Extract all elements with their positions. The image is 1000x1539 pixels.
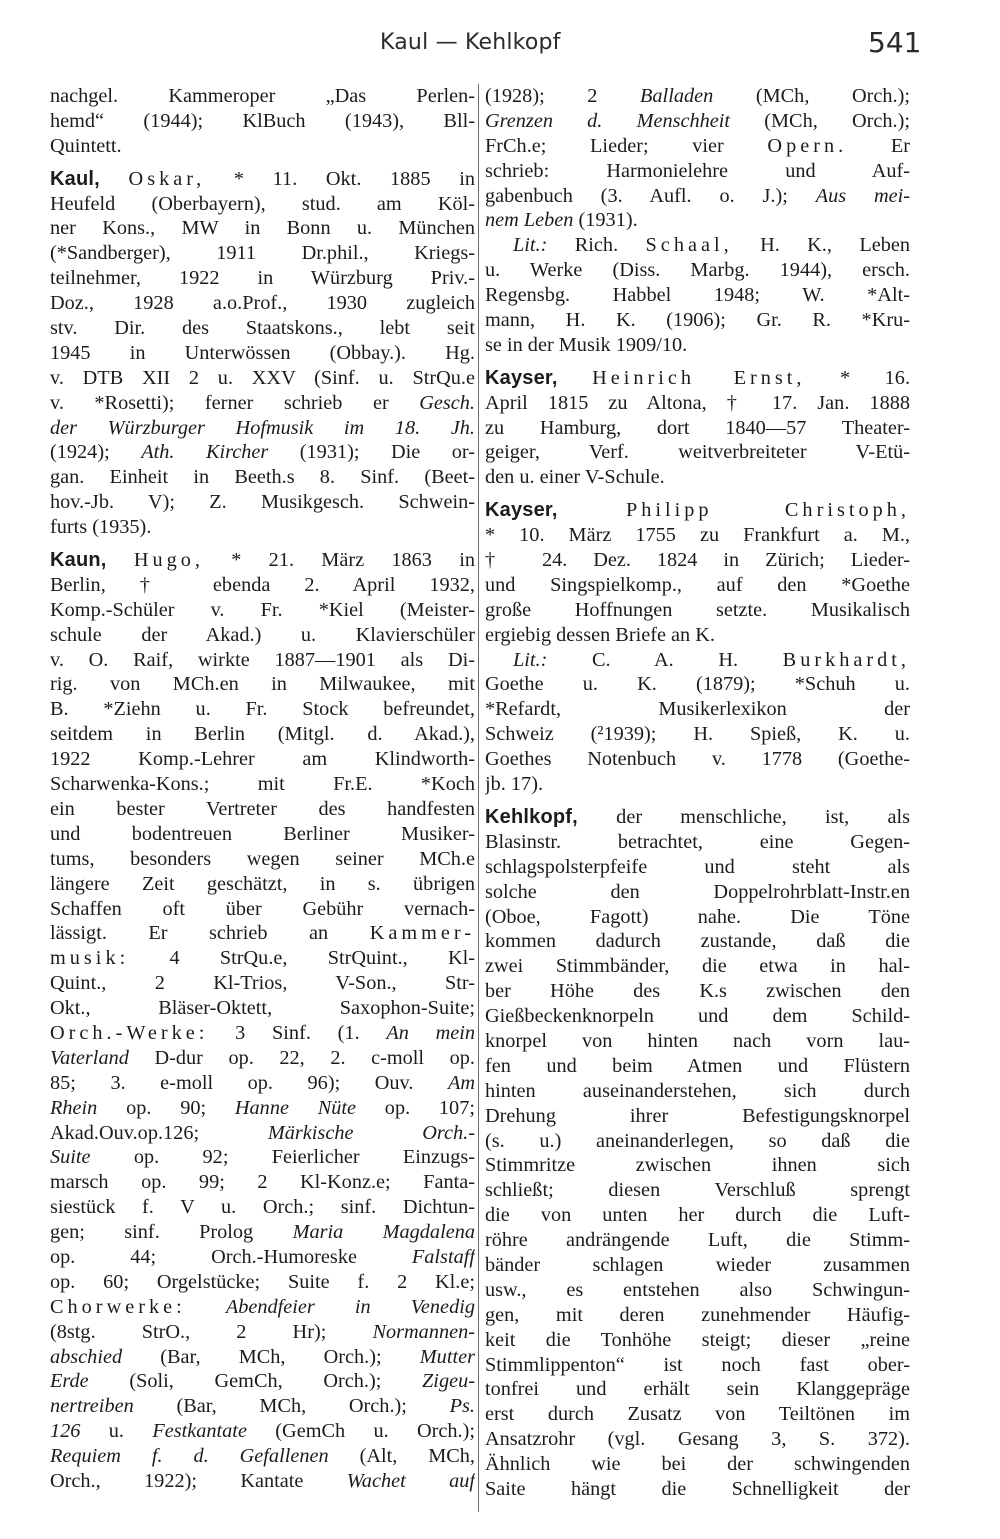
text-line: Orch.-Werke: 3 Sinf. (1. An mein xyxy=(50,1021,475,1044)
text-line: jb. 17). xyxy=(485,773,544,796)
text-line: Schaffen oft über Gebühr vernach- xyxy=(50,897,475,920)
running-head xyxy=(0,26,1000,66)
text-line: bänder schlagen wieder zusammen xyxy=(485,1253,910,1276)
text-line: (1924); Ath. Kircher (1931); Die or- xyxy=(50,441,475,464)
text-line: mann, H. K. (1906); Gr. R. *Kru- xyxy=(485,309,910,332)
text-line: gen, mit deren zunehmender Häufig- xyxy=(485,1303,910,1326)
text-line: se in der Musik 1909/10. xyxy=(485,333,688,356)
work-title: abschied xyxy=(50,1345,123,1368)
text-line: Blasinstr. betrachtet, eine Gegen- xyxy=(485,830,910,853)
work-title: Requiem f. d. Gefallenen xyxy=(50,1445,329,1468)
text-line: große Hoffnungen setzte. Musikalisch xyxy=(485,598,910,621)
text-line: Erde (Soli, GemCh, Orch.); Zigeu- xyxy=(50,1370,475,1393)
text-line: ergiebig dessen Briefe an K. xyxy=(485,623,715,646)
text-line: hemd“ (1944); KlBuch (1943), Bll- xyxy=(50,109,475,132)
text-line: Suite op. 92; Feierlicher Einzugs- xyxy=(50,1146,475,1169)
work-title: nertreiben xyxy=(50,1395,134,1418)
work-title: Ps. xyxy=(449,1395,475,1418)
text-line: Kaun, Hugo, * 21. März 1863 in xyxy=(50,549,475,572)
text-line: Drehung ihrer Befestigungsknorpel xyxy=(485,1104,910,1127)
text-line: Ähnlich wie bei der schwingenden xyxy=(485,1453,910,1476)
text-line: u. Werke (Diss. Marbg. 1944), ersch. xyxy=(485,259,910,282)
text-line: keit die Tonhöhe steigt; dieser „reine xyxy=(485,1328,910,1351)
text-line: Goethe u. K. (1879); *Schuh u. xyxy=(485,673,910,696)
given-name: Oskar, xyxy=(128,167,206,190)
text-line: † 24. Dez. 1824 in Zürich; Lieder- xyxy=(485,549,910,572)
text-line: B. *Ziehn u. Fr. Stock befreundet, xyxy=(50,698,475,721)
text-line: tums, besonders wegen seiner MCh.e xyxy=(50,847,475,870)
entry-kayser-heinrich xyxy=(485,366,910,490)
page-number: 541 xyxy=(868,26,922,59)
text-line: längere Zeit geschätzt, in s. übrigen xyxy=(50,872,475,895)
text-line: nem Leben (1931). xyxy=(485,209,638,232)
text-line: Akad.Ouv.op.126; Märkische Orch.- xyxy=(50,1121,475,1144)
text-line: Vaterland D-dur op. 22, 2. c-moll op. xyxy=(50,1046,475,1069)
work-title: Rhein xyxy=(50,1096,98,1119)
text-line: zu Hamburg, dort 1840—57 Theater- xyxy=(485,416,910,439)
text-line: gabenbuch (3. Aufl. o. J.); Aus mei- xyxy=(485,184,910,207)
text-line: v. O. Raif, wirkte 1887—1901 als Di- xyxy=(50,648,475,671)
text-line: röhre andrängende Luft, die Stimm- xyxy=(485,1229,910,1252)
text-line: teilnehmer, 1922 in Würzburg Priv.- xyxy=(50,267,475,290)
text-line: schließt; diesen Verschluß sprengt xyxy=(485,1179,910,1202)
entry-headword: Kaun, xyxy=(50,549,107,572)
work-title: Hanne Nüte xyxy=(234,1096,357,1119)
text-line: Rhein op. 90; Hanne Nüte op. 107; xyxy=(50,1096,475,1119)
text-line: zwei Stimmbänder, die etwa in hal- xyxy=(485,955,910,978)
work-title: Märkische Orch.- xyxy=(267,1121,475,1144)
entry-kaun-hugo xyxy=(50,548,475,1494)
text-line: (8stg. StrO., 2 Hr); Normannen- xyxy=(50,1320,475,1343)
text-line: hinten auseinanderstehen, sich durch xyxy=(485,1079,910,1102)
work-title: Abendfeier in Venedig xyxy=(225,1295,475,1318)
text-line: v. *Rosetti); ferner schrieb er Gesch. xyxy=(50,391,475,414)
text-line: Quint., 2 Kl-Trios, V-Son., Str- xyxy=(50,972,475,995)
text-line: kommen dadurch zustande, daß die xyxy=(485,930,910,953)
text-line: *Refardt, Musikerlexikon der xyxy=(485,698,910,721)
text-line: (1928); 2 Balladen (MCh, Orch.); xyxy=(485,85,910,107)
work-title: der Würzburger Hofmusik im 18. Jh. xyxy=(50,416,475,439)
text-line: Kehlkopf, der menschliche, ist, als xyxy=(485,805,910,828)
text-line: Quintett. xyxy=(50,134,122,157)
given-name: Heinrich Ernst, xyxy=(592,366,806,389)
text-line: Requiem f. d. Gefallenen (Alt, MCh, xyxy=(50,1445,475,1468)
text-line: und Singspielkomp., auf den *Goethe xyxy=(485,573,910,596)
text-line: schlagspolsterpfeife und steht als xyxy=(485,855,910,878)
work-title: Suite xyxy=(50,1146,91,1169)
right-column xyxy=(485,84,910,1502)
text-line: gen; sinf. Prolog Maria Magdalena xyxy=(50,1221,475,1244)
lit-label: Lit.: xyxy=(513,234,548,257)
text-line: nachgel. Kammeroper „Das Perlen- xyxy=(50,85,475,107)
text-line: furts (1935). xyxy=(50,516,152,539)
text-line: Grenzen d. Menschheit (MCh, Orch.); xyxy=(485,109,910,132)
text-line: und bodentreuen Berliner Musiker- xyxy=(50,822,475,845)
work-title: Am xyxy=(447,1071,475,1094)
text-line: Regensbg. Habbel 1948; W. *Alt- xyxy=(485,284,910,307)
work-title: 126 xyxy=(50,1420,81,1443)
work-title: Grenzen d. Menschheit xyxy=(485,109,731,132)
work-title: An mein xyxy=(386,1021,475,1044)
text-line: tonfrei und erhält sein Klanggepräge xyxy=(485,1378,910,1401)
text-line: schrieb: Harmonielehre und Auf- xyxy=(485,159,910,182)
text-line: usw., es entstehen also Schwingun- xyxy=(485,1278,910,1301)
work-title: Normannen- xyxy=(372,1320,475,1343)
entry-continuation xyxy=(50,84,475,159)
text-line: Saite hängt die Schnelligkeit der xyxy=(485,1477,910,1500)
work-title: Festkantate xyxy=(152,1420,247,1443)
text-line: rig. von MCh.en in Milwaukee, mit xyxy=(50,673,475,696)
text-line: gan. Einheit in Beeth.s 8. Sinf. (Beet- xyxy=(50,466,475,489)
entry-kayser-philipp xyxy=(485,498,910,797)
text-line xyxy=(50,416,475,441)
text-line: (Oboe, Fagott) nahe. Die Töne xyxy=(485,905,910,928)
text-line: Ansatzrohr (vgl. Gesang 3, S. 372). xyxy=(485,1428,910,1451)
text-line: 1922 Komp.-Lehrer am Klindworth- xyxy=(50,748,475,771)
text-line: fen und beim Atmen und Flüstern xyxy=(485,1054,910,1077)
text-line: ein bester Vertreter des handfesten xyxy=(50,797,475,820)
work-title: Balladen xyxy=(640,85,714,107)
text-line: Lit.: C. A. H. Burkhardt, xyxy=(513,648,910,671)
text-line: Berlin, † ebenda 2. April 1932, xyxy=(50,573,475,596)
text-line: Stimmlippenton“ ist noch fast ober- xyxy=(485,1353,910,1376)
text-line: Kaul, Oskar, * 11. Okt. 1885 in xyxy=(50,167,475,190)
text-line: Heufeld (Oberbayern), stud. am Köl- xyxy=(50,192,475,215)
text-line: op. 44; Orch.-Humoreske Falstaff xyxy=(50,1245,475,1268)
text-line: den u. einer V-Schule. xyxy=(485,466,665,489)
text-line: v. DTB XII 2 u. XXV (Sinf. u. StrQu.e xyxy=(50,366,475,389)
text-line: 126 u. Festkantate (GemCh u. Orch.); xyxy=(50,1420,475,1443)
text-line: Chorwerke: Abendfeier in Venedig xyxy=(50,1295,475,1318)
text-line: Komp.-Schüler v. Fr. *Kiel (Meister- xyxy=(50,598,475,621)
work-title: Gesch. xyxy=(419,391,475,414)
work-title: Maria Magdalena xyxy=(292,1221,475,1244)
text-line: knorpel von hinten nach vorn lau- xyxy=(485,1029,910,1052)
text-line: Scharwenka-Kons.; mit Fr.E. *Koch xyxy=(50,773,475,796)
work-title: Ath. Kircher xyxy=(141,441,269,464)
work-title: Mutter xyxy=(419,1345,475,1368)
entry-kaul-oskar xyxy=(50,167,475,540)
text-line: Lit.: Rich. Schaal, H. K., Leben xyxy=(513,234,910,257)
text-line: Gießbeckenknorpeln und dem Schild- xyxy=(485,1005,910,1028)
text-line: musik: 4 StrQu.e, StrQuint., Kl- xyxy=(50,947,475,970)
column-divider xyxy=(478,84,479,1512)
text-line: Doz., 1928 a.o.Prof., 1930 zugleich xyxy=(50,292,475,315)
work-title: Erde xyxy=(50,1370,89,1393)
text-line: stv. Dir. des Staatskons., lebt seit xyxy=(50,317,475,340)
text-line: geiger, Verf. weitverbreiteter V-Etü- xyxy=(485,441,910,464)
text-line: ner Kons., MW in Bonn u. München xyxy=(50,217,475,240)
text-line: schule der Akad.) u. Klavierschüler xyxy=(50,623,475,646)
text-line: nertreiben (Bar, MCh, Orch.); Ps. xyxy=(50,1395,475,1418)
given-name: Hugo, xyxy=(133,549,204,572)
text-line: lässigt. Er schrieb an Kammer- xyxy=(50,922,475,945)
text-line: seitdem in Berlin (Mitgl. d. Akad.), xyxy=(50,723,475,746)
text-line: Goethes Notenbuch v. 1778 (Goethe- xyxy=(485,748,910,771)
text-line: abschied (Bar, MCh, Orch.); Mutter xyxy=(50,1345,475,1368)
entry-headword: Kehlkopf, xyxy=(485,805,578,828)
left-column xyxy=(50,84,475,1494)
work-title: Vaterland xyxy=(50,1046,129,1069)
entry-kaun-continuation xyxy=(485,84,910,358)
text-line: siestück f. V u. Orch.; sinf. Dichtun- xyxy=(50,1196,475,1219)
entry-headword: Kayser, xyxy=(485,499,558,522)
text-line: April 1815 zu Altona, † 17. Jan. 1888 xyxy=(485,391,910,414)
text-line: (s. u.) aneinanderlegen, so daß die xyxy=(485,1129,910,1152)
text-line: * 10. März 1755 zu Frankfurt a. M., xyxy=(485,524,910,547)
lit-label: Lit.: xyxy=(513,648,548,671)
work-title: Aus mei- xyxy=(815,184,910,207)
entry-kehlkopf xyxy=(485,805,910,1502)
text-line: erst durch Zusatz von Teiltönen im xyxy=(485,1403,910,1426)
work-title: Wachet auf xyxy=(346,1469,475,1492)
text-line: Stimmritze zwischen ihnen sich xyxy=(485,1154,910,1177)
text-line: die von unten her durch die Luft- xyxy=(485,1204,910,1227)
text-line: op. 60; Orgelstücke; Suite f. 2 Kl.e; xyxy=(50,1270,475,1293)
text-line: ber Höhe des K.s zwischen den xyxy=(485,980,910,1003)
text-line: Orch., 1922); Kantate Wachet auf xyxy=(50,1469,475,1492)
text-line: Okt., Bläser-Oktett, Saxophon-Suite; xyxy=(50,997,475,1020)
text-line: solche den Doppelrohrblatt-Instr.en xyxy=(485,880,910,903)
entry-headword: Kayser, xyxy=(485,366,558,389)
text-line: 85; 3. e-moll op. 96); Ouv. Am xyxy=(50,1071,475,1094)
given-name: Philipp Christoph, xyxy=(625,499,910,522)
text-line: marsch op. 99; 2 Kl-Konz.e; Fanta- xyxy=(50,1171,475,1194)
text-line: Schweiz (²1939); H. Spieß, K. u. xyxy=(485,723,910,746)
entry-headword: Kaul, xyxy=(50,167,100,190)
text-line: (*Sandberger), 1911 Dr.phil., Kriegs- xyxy=(50,242,475,265)
text-line xyxy=(485,498,910,523)
text-line: FrCh.e; Lieder; vier Opern. Er xyxy=(485,134,910,157)
running-head-title: Kaul — Kehlkopf xyxy=(380,30,561,55)
work-title: nem Leben xyxy=(485,209,574,232)
text-line: Kayser, Heinrich Ernst, * 16. xyxy=(485,366,910,389)
text-line: 1945 in Unterwössen (Obbay.). Hg. xyxy=(50,341,475,364)
text-line: hov.-Jb. V); Z. Musikgesch. Schwein- xyxy=(50,491,475,514)
work-title: Zigeu- xyxy=(422,1370,475,1393)
work-title: Falstaff xyxy=(411,1245,475,1268)
